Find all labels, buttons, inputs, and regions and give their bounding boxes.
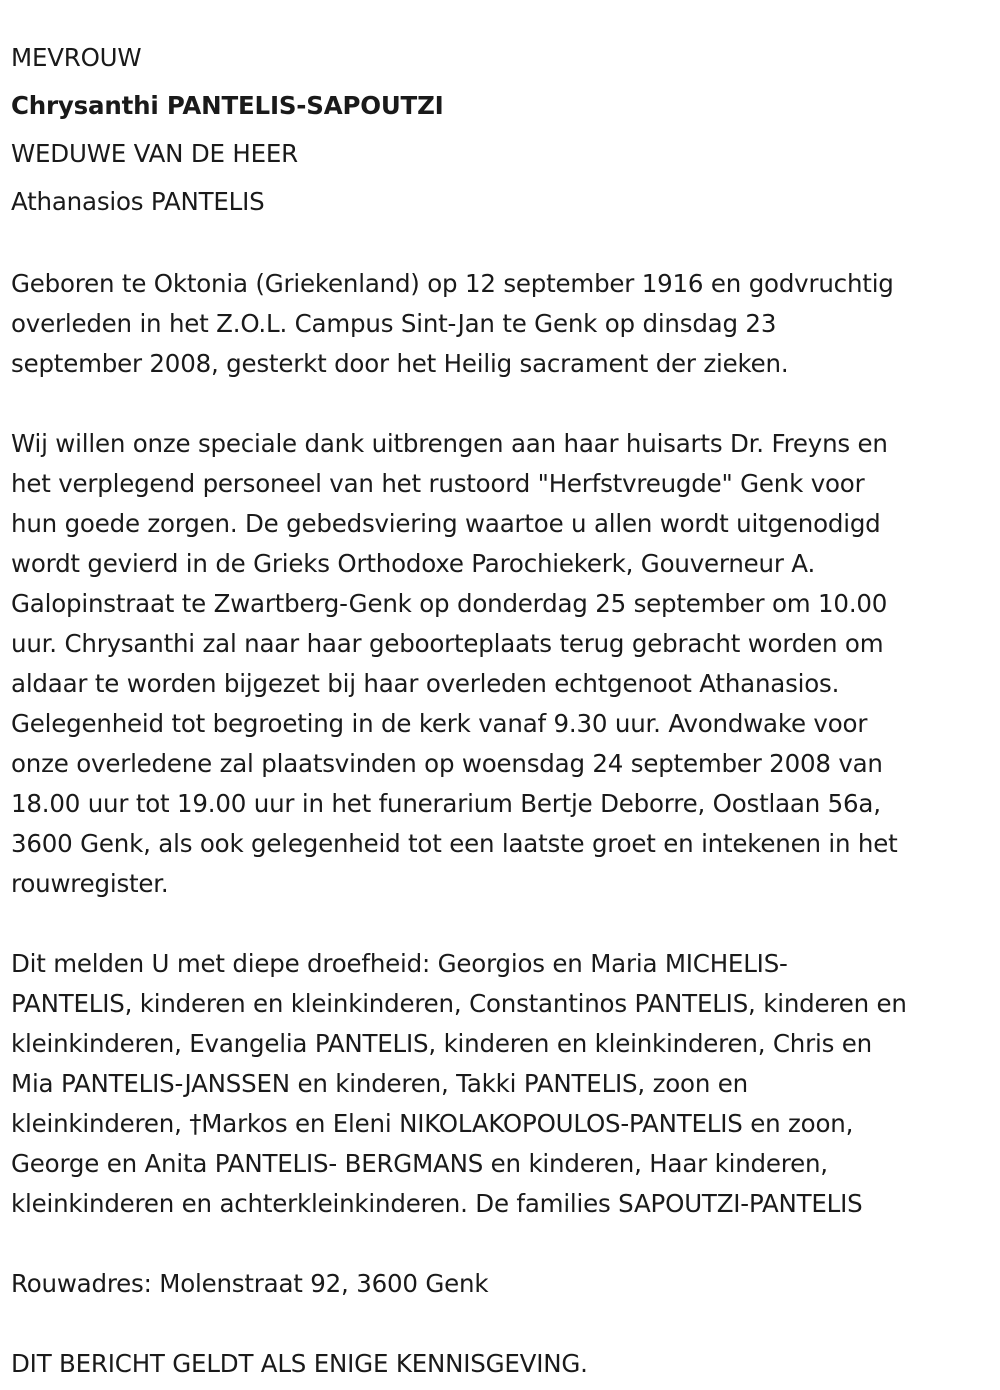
spacer bbox=[11, 904, 993, 944]
spacer bbox=[11, 384, 993, 424]
mourners-paragraph: Dit melden U met diepe droefheid: Georgios en Maria MICHELIS- PANTELIS, kinderen en kleinkinderen, Constantinos PANTELIS, kinderen en kleinkinderen, Evangelia PANTELIS, kinderen en kleinkinderen, Chris en Mia PANTELIS-JANSSEN en kinderen, Takki PANTELIS, zoon en kleinkinderen, †Markos en Eleni NIKOLAKOPOULOS-PANTELIS en zoon, George en Anita PANTELIS- BERGMANS en kinderen, Haar kinderen, kleinkinderen en achterkleinkinderen. De families SAPOUTZI-PANTELIS bbox=[11, 949, 907, 1218]
widow-of-label: WEDUWE VAN DE HEER bbox=[11, 139, 299, 168]
spacer bbox=[11, 226, 993, 264]
salutation: MEVROUW bbox=[11, 43, 142, 72]
closing-statement: DIT BERICHT GELDT ALS ENIGE KENNISGEVING. bbox=[11, 1349, 588, 1378]
spouse-name: Athanasios PANTELIS bbox=[11, 187, 265, 216]
spacer bbox=[11, 1224, 993, 1264]
death-notice bbox=[11, 34, 993, 1384]
deceased-name: Chrysanthi PANTELIS-SAPOUTZI bbox=[11, 91, 444, 120]
spacer bbox=[11, 1304, 993, 1344]
thanks-and-service-paragraph: Wij willen onze speciale dank uitbrengen aan haar huisarts Dr. Freyns en het verplegend personeel van het rustoord "Herfstvreugde" Genk voor hun goede zorgen. De gebedsviering waartoe u allen wordt uitgenodigd wordt gevierd in de Grieks Orthodoxe Parochiekerk, Gouverneur A. Galopinstraat te Zwartberg-Genk op donderdag 25 september om 10.00 uur. Chrysanthi zal naar haar geboorteplaats terug gebracht worden om aldaar te worden bijgezet bij haar overleden echtgenoot Athanasios. Gelegenheid tot begroeting in de kerk vanaf 9.30 uur. Avondwake voor onze overledene zal plaatsvinden op woensdag 24 september 2008 van 18.00 uur tot 19.00 uur in het funerarium Bertje Deborre, Oostlaan 56a, 3600 Genk, als ook gelegenheid tot een laatste groet en intekenen in het rouwregister. bbox=[11, 429, 898, 898]
mourning-address: Rouwadres: Molenstraat 92, 3600 Genk bbox=[11, 1269, 489, 1298]
birth-death-paragraph: Geboren te Oktonia (Griekenland) op 12 september 1916 en godvruchtig overleden in het Z.O.L. Campus Sint-Jan te Genk op dinsdag 23 september 2008, gesterkt door het Heilig sacrament der zieken. bbox=[11, 269, 894, 378]
